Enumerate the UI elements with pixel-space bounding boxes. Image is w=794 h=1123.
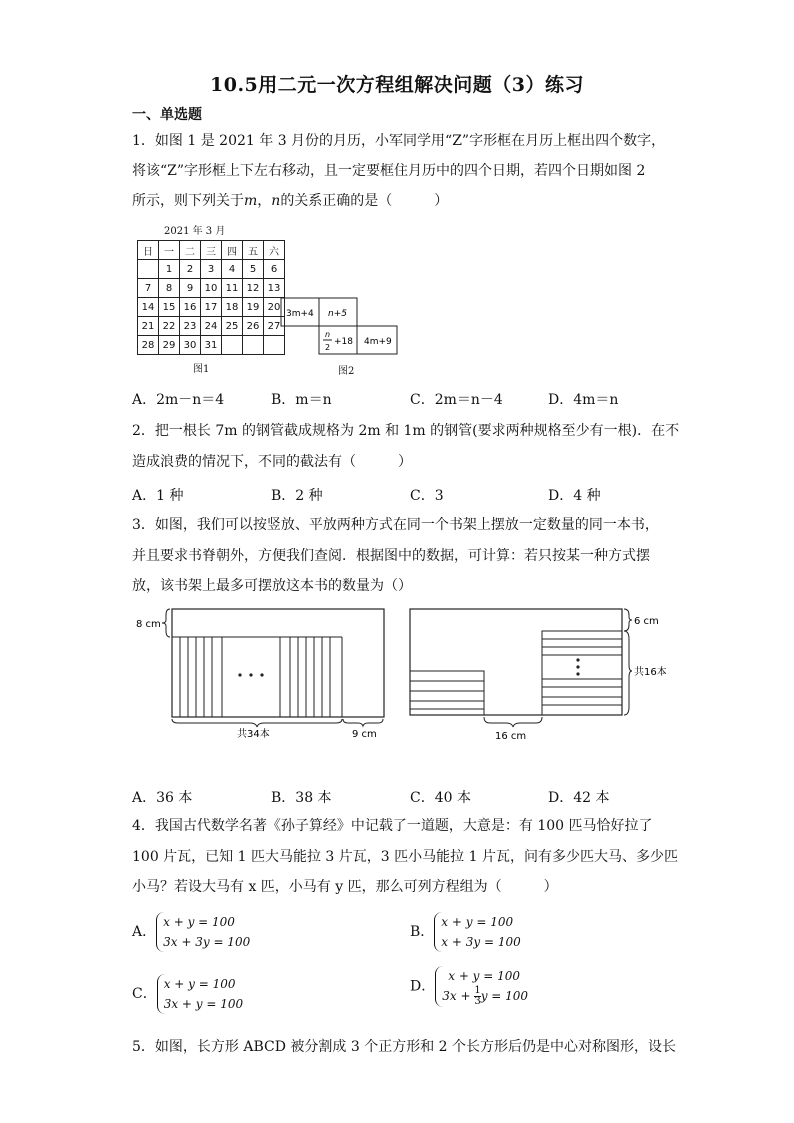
- label-6cm: 6 cm: [634, 616, 659, 627]
- calendar-day: 10: [201, 279, 222, 298]
- q3-option-d[interactable]: D．42 本: [548, 790, 610, 806]
- q4-option-c[interactable]: C． x + y = 100 3x + y = 100: [132, 974, 243, 1014]
- bookshelf-figure: [130, 605, 670, 745]
- figure2-caption: 图2: [338, 366, 355, 377]
- calendar-day: 17: [201, 298, 222, 317]
- calendar-day: 26: [243, 317, 264, 336]
- calendar-day: [222, 336, 243, 355]
- flat-shelf: [410, 609, 667, 742]
- q4-line1: 4．我国古代数学名著《孙子算经》中记载了一道题，大意是：有 100 匹马恰好拉了: [132, 818, 653, 834]
- calendar-day: 13: [264, 279, 285, 298]
- calendar-week-row: [138, 279, 285, 298]
- z-text-2: n+5: [328, 309, 347, 319]
- calendar-day: 15: [159, 298, 180, 317]
- calendar-day: 22: [159, 317, 180, 336]
- calendar-title: 2021 年 3 月: [164, 226, 226, 237]
- label-8cm: 8 cm: [136, 619, 161, 630]
- calendar-weekday: 六: [264, 241, 285, 260]
- z-frame-figure: [280, 296, 400, 356]
- calendar-weekday: 三: [201, 241, 222, 260]
- calendar-day: 23: [180, 317, 201, 336]
- z-text-3b: 2: [325, 343, 331, 352]
- calendar-day: 11: [222, 279, 243, 298]
- calendar-day: 8: [159, 279, 180, 298]
- q4-option-b[interactable]: B． x + y = 100 x + 3y = 100: [410, 912, 521, 952]
- label-16cm: 16 cm: [495, 731, 527, 742]
- calendar-day: 12: [243, 279, 264, 298]
- calendar-day: [138, 260, 159, 279]
- page-title: 10.5用二元一次方程组解决问题（3）练习: [210, 74, 584, 96]
- calendar-day: 9: [180, 279, 201, 298]
- q4-option-d[interactable]: D． x + y = 100 3x + $\frac{1}{3}$ y = 100: [410, 966, 528, 1007]
- calendar-day: 25: [222, 317, 243, 336]
- calendar-day: 28: [138, 336, 159, 355]
- calendar-week-row: [138, 298, 285, 317]
- calendar-weekday: 一: [159, 241, 180, 260]
- calendar-day: 4: [222, 260, 243, 279]
- calendar-day: 20: [264, 298, 285, 317]
- calendar-day: 16: [180, 298, 201, 317]
- calendar-week-row: [138, 317, 285, 336]
- q3-option-c[interactable]: C．40 本: [410, 790, 471, 806]
- calendar-day: 14: [138, 298, 159, 317]
- calendar-day: 7: [138, 279, 159, 298]
- q4-option-a[interactable]: A． x + y = 100 3x + 3y = 100: [132, 912, 250, 952]
- calendar-day: 21: [138, 317, 159, 336]
- q2-option-b[interactable]: B．2 种: [271, 488, 323, 504]
- q3-line1: 3．如图，我们可以按竖放、平放两种方式在同一个书架上摆放一定数量的同一本书，: [132, 517, 659, 533]
- calendar-day: 5: [243, 260, 264, 279]
- q1-option-a[interactable]: A．2m－n＝4: [132, 392, 225, 408]
- q1-option-c[interactable]: C．2m＝n－4: [410, 392, 503, 408]
- q2-line2: 造成浪费的情况下，不同的截法有（ ）: [132, 454, 412, 470]
- label-16-books: 共16本: [634, 667, 667, 678]
- q4-line2: 100 片瓦，已知 1 匹大马能拉 3 片瓦，3 匹小马能拉 1 片瓦，问有多少匹大马、多少匹: [132, 849, 678, 865]
- q1-line3: 所示，则下列关于m，n的关系正确的是（ ）: [132, 193, 449, 209]
- q1-option-b[interactable]: B．m＝n: [271, 392, 332, 408]
- q3-option-a[interactable]: A．36 本: [132, 790, 193, 806]
- z-text-3a: n: [325, 330, 331, 339]
- q2-option-c[interactable]: C．3: [410, 488, 444, 504]
- q1-line2: 将该“Z”字形框上下左右移动，且一定要框住月历中的四个日期，若四个日期如图 2: [132, 163, 646, 179]
- calendar-header-row: [138, 241, 285, 260]
- calendar-day: 27: [264, 317, 285, 336]
- q2-option-a[interactable]: A．1 种: [132, 488, 184, 504]
- calendar-week-row: [138, 336, 285, 355]
- calendar-day: 30: [180, 336, 201, 355]
- figure1-caption: 图1: [193, 364, 210, 375]
- q3-line3: 放，该书架上最多可摆放这本书的数量为（）: [132, 578, 412, 594]
- z-text-3c: +18: [334, 337, 353, 347]
- calendar-day: 6: [264, 260, 285, 279]
- calendar-day: [243, 336, 264, 355]
- calendar-weekday: 二: [180, 241, 201, 260]
- calendar-weekday: 五: [243, 241, 264, 260]
- q5-line1: 5．如图，长方形 ABCD 被分割成 3 个正方形和 2 个长方形后仍是中心对称图形，设长: [132, 1039, 677, 1055]
- calendar-weekday: 四: [222, 241, 243, 260]
- z-text-1: 3m+4: [286, 309, 314, 319]
- calendar-day: 24: [201, 317, 222, 336]
- q1-option-d[interactable]: D．4m＝n: [548, 392, 619, 408]
- calendar-day: 19: [243, 298, 264, 317]
- z-text-4: 4m+9: [364, 337, 392, 347]
- calendar-table: [137, 240, 285, 355]
- q3-option-b[interactable]: B．38 本: [271, 790, 332, 806]
- calendar-day: 29: [159, 336, 180, 355]
- label-34-books: 共34本: [237, 729, 270, 740]
- q3-line2: 并且要求书脊朝外，方便我们查阅．根据图中的数据，可计算：若只按某一种方式摆: [132, 548, 650, 564]
- calendar-day: 1: [159, 260, 180, 279]
- q1-line1: 1．如图 1 是 2021 年 3 月份的月历，小军同学用“Z”字形框在月历上框出四个数字，: [132, 133, 666, 149]
- calendar-week-row: [138, 260, 285, 279]
- q4-line3: 小马？若设大马有 x 匹，小马有 y 匹，那么可列方程组为（ ）: [132, 879, 558, 895]
- label-9cm: 9 cm: [352, 729, 377, 740]
- calendar-day: 31: [201, 336, 222, 355]
- calendar-day: 18: [222, 298, 243, 317]
- vertical-shelf: [136, 609, 384, 740]
- q2-line1: 2．把一根长 7m 的钢管截成规格为 2m 和 1m 的钢管(要求两种规格至少有一根)．在不: [132, 423, 680, 439]
- section-heading: 一、单选题: [132, 107, 202, 123]
- calendar-weekday: 日: [138, 241, 159, 260]
- calendar-day: 3: [201, 260, 222, 279]
- q2-option-d[interactable]: D．4 种: [548, 488, 601, 504]
- calendar-day: 2: [180, 260, 201, 279]
